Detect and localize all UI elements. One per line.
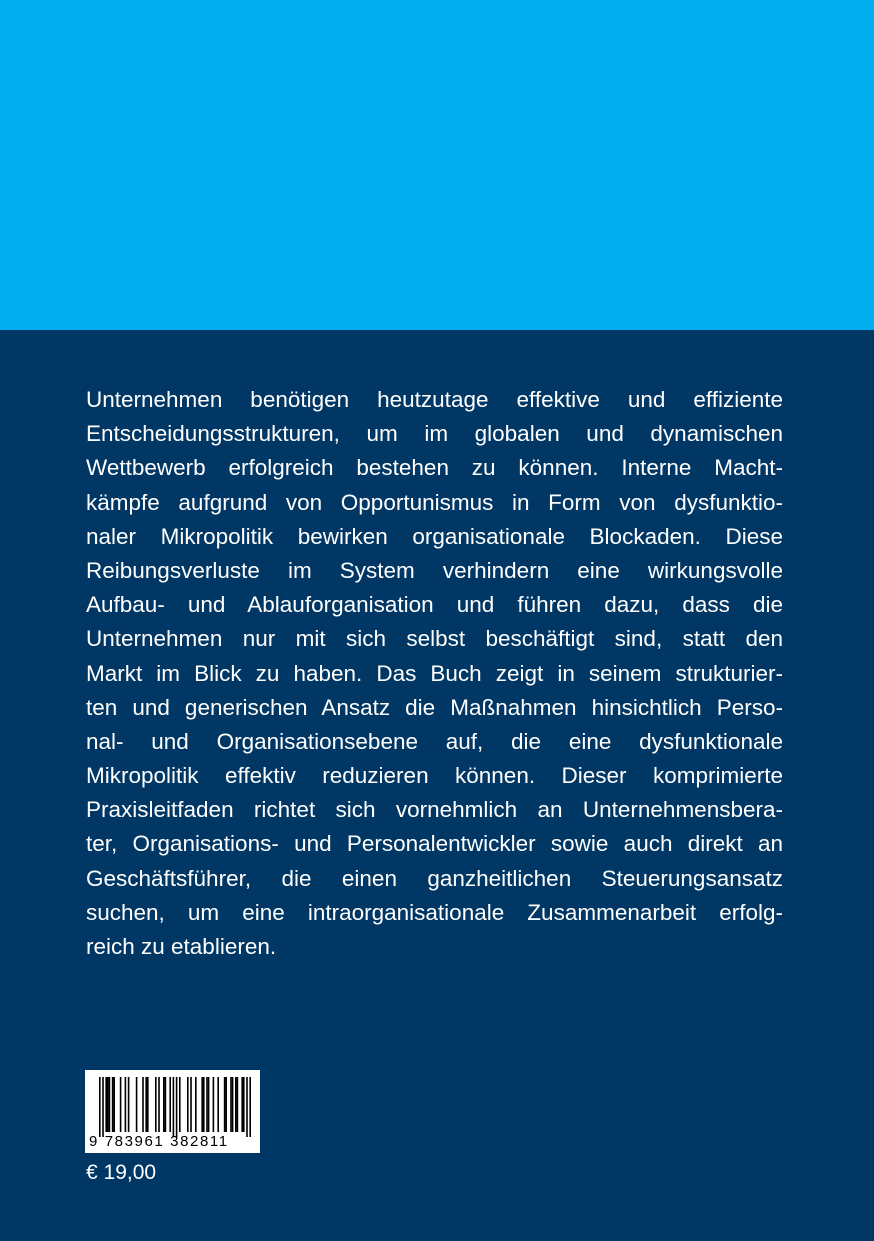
- isbn-barcode: [85, 1070, 260, 1153]
- description-line: Reibungsverluste im System verhindern eine wirkungsvolle: [86, 557, 783, 583]
- barcode-bar: [113, 1077, 115, 1132]
- barcode-bar: [225, 1077, 227, 1132]
- barcode-bar: [224, 1077, 226, 1132]
- barcode-bar: [208, 1077, 210, 1132]
- barcode-bar: [99, 1077, 101, 1137]
- description-line: kämpfe aufgrund von Opportunismus in Form von dysfunktio-: [86, 489, 783, 515]
- barcode-bar: [201, 1077, 203, 1132]
- description-line: suchen, um eine intraorganisationale Zusammenarbeit erfolg-: [86, 899, 783, 925]
- description-line: ter, Organisations- und Personalentwickler sowie auch direkt an: [86, 831, 783, 857]
- barcode-bar: [179, 1077, 181, 1132]
- barcode-bar: [107, 1077, 109, 1132]
- barcode-bar: [145, 1077, 147, 1132]
- barcode-bar: [237, 1077, 239, 1132]
- barcode-bar: [241, 1077, 243, 1132]
- description-line: Wettbewerb erfolgreich bestehen zu können. Interne Macht-: [86, 455, 783, 481]
- description-line: Aufbau- und Ablauforganisation und führen dazu, dass die: [86, 592, 783, 618]
- barcode-bar: [136, 1077, 138, 1132]
- top-color-band: [0, 0, 874, 330]
- description-line: Markt im Blick zu haben. Das Buch zeigt in seinem strukturier-: [86, 660, 783, 686]
- description-line: reich zu etablieren.: [86, 934, 277, 959]
- isbn-digits: 9 783961 382811: [89, 1133, 229, 1150]
- barcode-bar: [147, 1077, 149, 1132]
- barcode-bar: [128, 1077, 130, 1132]
- barcode-bar: [176, 1077, 178, 1137]
- barcode-bar: [105, 1077, 107, 1132]
- barcode-bar: [120, 1077, 122, 1132]
- barcode-bar: [125, 1077, 127, 1132]
- barcode-bar: [213, 1077, 215, 1132]
- barcode-bar: [203, 1077, 205, 1132]
- barcode-bar: [109, 1077, 111, 1132]
- barcode-bar: [169, 1077, 171, 1132]
- description-line: ten und generischen Ansatz die Maßnahmen hinsichtlich Perso-: [86, 694, 783, 720]
- barcode-bar: [249, 1077, 251, 1137]
- barcode-bar: [232, 1077, 234, 1132]
- price-label: € 19,00: [86, 1161, 157, 1184]
- barcode-bar: [246, 1077, 248, 1137]
- barcode-bar: [195, 1077, 197, 1132]
- barcode-bar: [173, 1077, 175, 1137]
- description-line: Entscheidungsstrukturen, um im globalen und dynamischen: [86, 421, 783, 447]
- description-line: Unternehmen benötigen heutzutage effektive und effiziente: [86, 387, 783, 412]
- barcode-bar: [243, 1077, 245, 1132]
- barcode-bar: [230, 1077, 232, 1132]
- description-line: Geschäftsführer, die einen ganzheitlichen Steuerungsansatz: [86, 865, 783, 891]
- barcode-bar: [217, 1077, 219, 1132]
- description-line: Praxisleitfaden richtet sich vornehmlich an Unternehmensbera-: [86, 797, 783, 823]
- description-line: Mikropolitik effektiv reduzieren können. Dieser komprimierte: [86, 763, 783, 789]
- barcode-bar: [158, 1077, 160, 1132]
- barcode-bar: [163, 1077, 165, 1132]
- barcode-bar: [235, 1077, 237, 1132]
- barcode-bar: [155, 1077, 157, 1132]
- barcode-bar: [165, 1077, 167, 1132]
- barcode-bar: [102, 1077, 104, 1137]
- description-line: nal- und Organisationsebene auf, die eine dysfunktionale: [86, 728, 783, 754]
- barcode-bar: [206, 1077, 208, 1132]
- description-line: Unternehmen nur mit sich selbst beschäftigt sind, statt den: [86, 626, 783, 652]
- barcode-bar: [112, 1077, 114, 1132]
- barcode-bar: [187, 1077, 189, 1132]
- barcode-bar: [190, 1077, 192, 1132]
- description-line: naler Mikropolitik bewirken organisationale Blockaden. Diese: [86, 523, 783, 549]
- book-description: [86, 383, 783, 964]
- barcode-bar: [142, 1077, 144, 1132]
